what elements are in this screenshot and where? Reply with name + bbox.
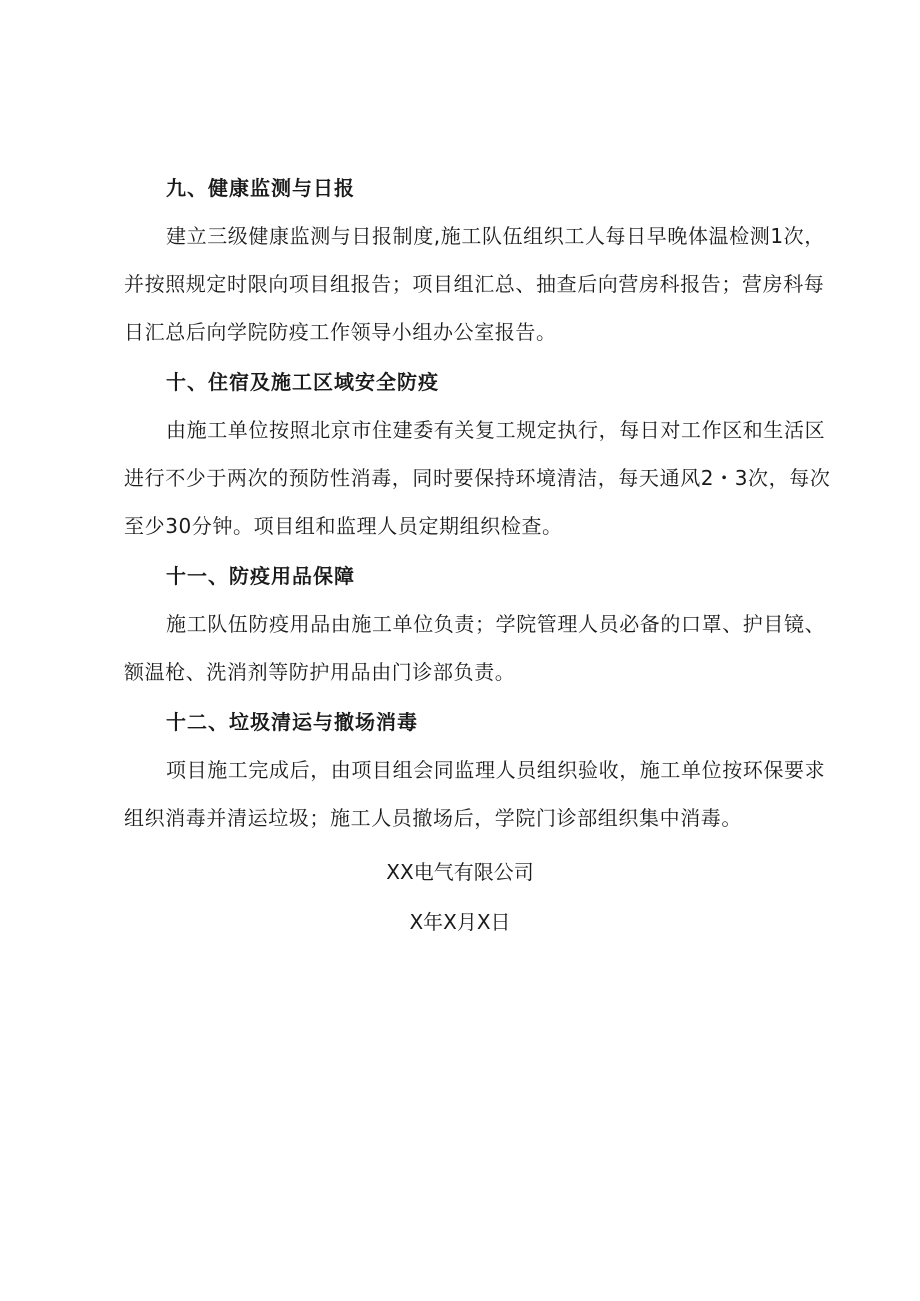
section-heading: 十一、防疫用品保障 [166,564,355,588]
paragraph-line: 建立三级健康监测与日报制度,施工队伍组织工人每日早晚体温检测1次， [166,224,825,248]
paragraph-line: 由施工单位按照北京市住建委有关复工规定执行，每日对工作区和生活区 [166,418,826,442]
paragraph-line: 组织消毒并清运垃圾；施工人员撤场后，学院门诊部组织集中消毒。 [124,806,742,830]
company-name: XX电气有限公司 [386,860,534,884]
section-heading: 九、健康监测与日报 [166,176,355,200]
paragraph-line: 项目施工完成后，由项目组会同监理人员组织验收，施工单位按环保要求 [166,758,826,782]
paragraph-line: 施工队伍防疫用品由施工单位负责；学院管理人员必备的口罩、护目镜、 [166,612,826,636]
paragraph-line: 并按照规定时限向项目组报告；项目组汇总、抽查后向营房科报告；营房科每 [124,272,825,296]
section-heading: 十、住宿及施工区域安全防疫 [166,370,439,394]
paragraph-line: 进行不少于两次的预防性消毒，同时要保持环境清洁，每天通风2・3次，每次 [124,466,831,490]
signature-date: X年X月X日 [409,910,511,934]
paragraph-line: 至少30分钟。项目组和监理人员定期组织检查。 [124,514,563,538]
paragraph-line: 额温枪、洗消剂等防护用品由门诊部负责。 [124,660,516,684]
section-heading: 十二、垃圾清运与撤场消毒 [166,710,418,734]
paragraph-line: 日汇总后向学院防疫工作领导小组办公室报告。 [124,320,557,344]
